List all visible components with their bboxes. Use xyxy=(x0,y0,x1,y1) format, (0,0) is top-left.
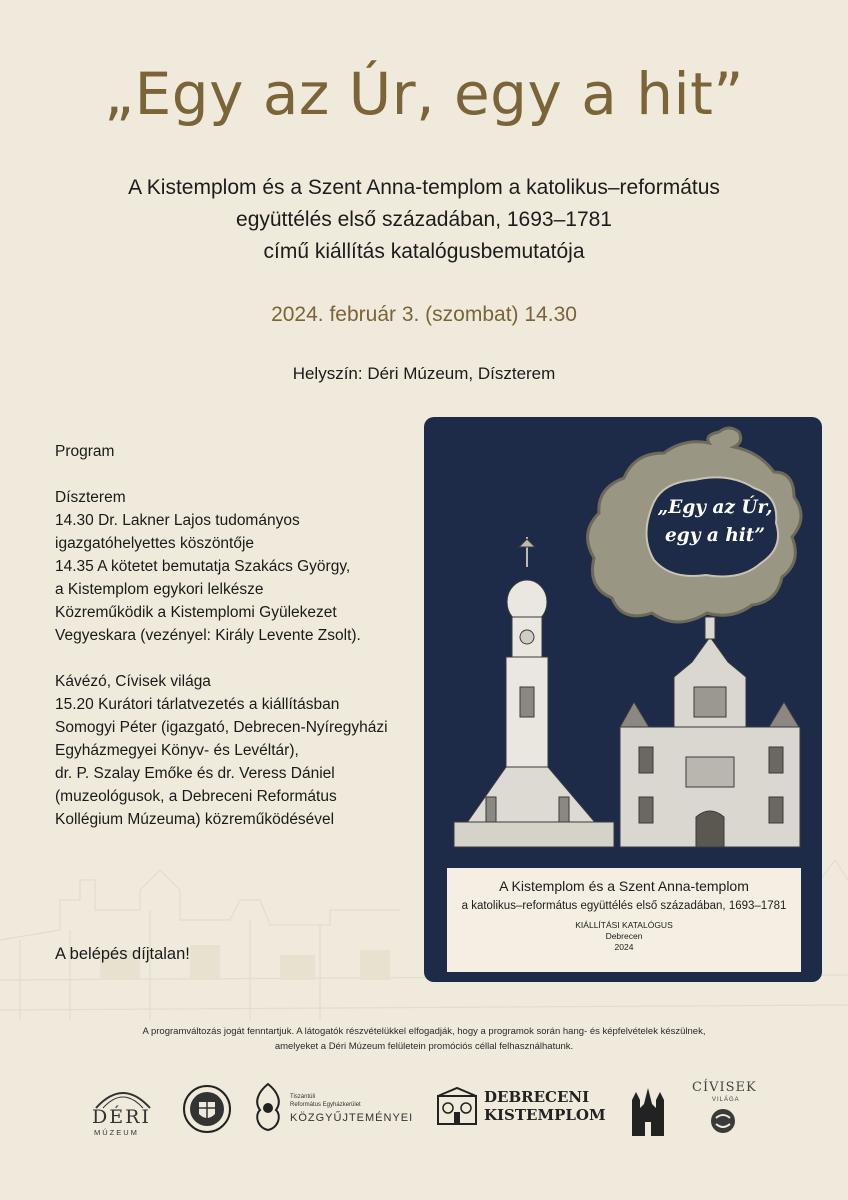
kistemplom-line2: KISTEMPLOM xyxy=(484,1106,606,1124)
program-line: 14.30 Dr. Lakner Lajos tudományos xyxy=(55,512,300,529)
program-heading: Program xyxy=(55,443,115,460)
diocese-seal-logo xyxy=(182,1084,232,1134)
program-line: igazgatóhelyettes köszöntője xyxy=(55,535,255,552)
szent-anna-drawing-icon xyxy=(620,617,800,847)
program-line: Közreműködik a Kistemplomi Gyülekezet xyxy=(55,604,337,621)
kistemplom-line1: DEBRECENI xyxy=(484,1088,590,1106)
debreceni-kistemplom-logo xyxy=(436,1086,616,1136)
ornament-icon xyxy=(250,1082,286,1132)
program-line: Kávézó, Cívisek világa xyxy=(55,673,211,690)
cover-label-title: A Kistemplom és a Szent Anna-templom xyxy=(499,878,749,894)
kistemplom-drawing-icon xyxy=(454,537,614,847)
footer-disclaimer xyxy=(0,1024,848,1054)
cathedral-icon xyxy=(630,1078,666,1138)
program-line: Egyházmegyei Könyv- és Levéltár), xyxy=(55,742,299,759)
program-line: Somogyi Péter (igazgató, Debrecen-Nyíregyházi xyxy=(55,719,388,736)
program-line: Díszterem xyxy=(55,489,126,506)
program-section xyxy=(55,440,425,831)
deri-muzeum-logo xyxy=(88,1080,158,1140)
civisek-sub: VILÁGA xyxy=(712,1097,740,1103)
frame-text-line: „Egy az Úr, xyxy=(657,497,773,518)
free-entry-note: A belépés díjtalan! xyxy=(55,945,190,963)
tisza-line3: KÖZGYŰJTEMÉNYEI xyxy=(290,1112,414,1124)
deri-logo-sub: MÚZEUM xyxy=(94,1128,139,1137)
civisek-main: CÍVISEK xyxy=(692,1080,757,1095)
tisza-line2: Református Egyházkerület xyxy=(290,1102,361,1108)
program-line: dr. P. Szalay Emőke és dr. Veress Dániel xyxy=(55,765,335,782)
tisza-line1: Tiszántúli xyxy=(290,1094,316,1100)
event-date: 2024. február 3. (szombat) 14.30 xyxy=(271,303,577,326)
cover-label-year: 2024 xyxy=(614,942,634,952)
event-venue: Helyszín: Déri Múzeum, Díszterem xyxy=(292,364,556,383)
event-title: „Egy az Úr, egy a hit” xyxy=(104,60,744,128)
deri-logo-main: DÉRI xyxy=(92,1106,151,1128)
frame-text-line: egy a hit” xyxy=(665,525,765,546)
program-line: a Kistemplom egykori lelkésze xyxy=(55,581,264,598)
subtitle-line: A Kistemplom és a Szent Anna-templom a katolikus–református xyxy=(128,176,720,199)
program-block-disterem xyxy=(55,486,425,647)
event-subtitle xyxy=(0,172,848,268)
footer-line: amelyeket a Déri Múzeum felületein promóciós céllal felhasználhatunk. xyxy=(274,1041,574,1052)
subtitle-line: című kiállítás katalógusbemutatója xyxy=(263,240,585,263)
cover-label xyxy=(447,868,801,972)
seal-icon xyxy=(182,1084,232,1134)
tiszantuli-logo xyxy=(250,1082,420,1137)
program-line: 14.35 A kötetet bemutatja Szakács György, xyxy=(55,558,351,575)
cover-label-city: Debrecen xyxy=(605,931,643,941)
program-line: 15.20 Kurátori tárlatvezetés a kiállításban xyxy=(55,696,340,713)
cover-frame-text xyxy=(640,494,790,550)
cover-label-subtitle: a katolikus–református együttélés első századában, 1693–1781 xyxy=(461,900,787,912)
cover-label-type: KIÁLLÍTÁSI KATALÓGUS xyxy=(575,920,673,930)
sponsor-logos xyxy=(0,1072,848,1142)
szent-anna-logo xyxy=(630,1078,666,1138)
program-line: Kollégium Múzeuma) közreműködésével xyxy=(55,811,335,828)
civisek-emblem-icon xyxy=(708,1106,738,1136)
program-line: Vegyeskara (vezényel: Király Levente Zsolt). xyxy=(55,627,361,644)
civisek-vilaga-logo xyxy=(690,1080,760,1140)
church-icon xyxy=(436,1086,478,1126)
subtitle-line: együttélés első századában, 1693–1781 xyxy=(236,208,612,231)
cover-label-meta xyxy=(447,920,801,953)
program-block-kavezo xyxy=(55,670,425,831)
footer-line: A programváltozás jogát fenntartjuk. A látogatók részvételükkel elfogadják, hogy a programok során hang- és képfelvételek készülnek, xyxy=(142,1026,706,1037)
program-line: (muzeológusok, a Debreceni Református xyxy=(55,788,337,805)
